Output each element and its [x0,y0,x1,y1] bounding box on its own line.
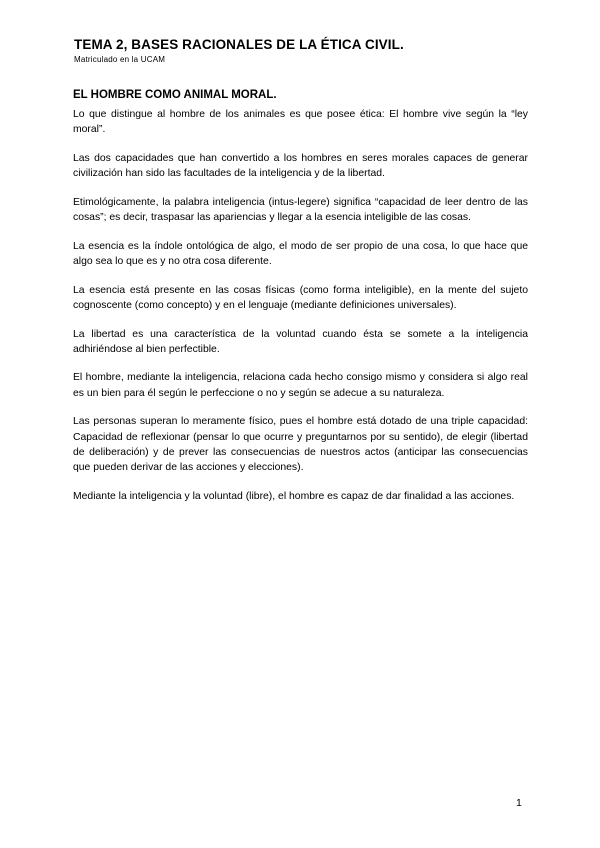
page-number: 1 [516,797,522,809]
document-body [73,88,528,517]
paragraph-4: La esencia es la índole ontológica de algo, el modo de ser propio de una cosa, lo que hace que algo sea lo que es y no otra cosa diferente. [73,240,528,267]
paragraph-6: La libertad es una característica de la voluntad cuando ésta se somete a la inteligencia adhiriéndose al bien perfectible. [73,328,528,355]
paragraph-7: El hombre, mediante la inteligencia, relaciona cada hecho consigo mismo y considera si algo real es un bien para él según le perfeccione o no y según se adecue a su naturaleza. [73,372,528,399]
document-subtitle: Matriculado en la UCAM [74,55,166,64]
paragraph-9: Mediante la inteligencia y la voluntad (libre), el hombre es capaz de dar finalidad a las acciones. [73,490,515,502]
paragraph-1: Lo que distingue al hombre de los animales es que posee ética: El hombre vive según la “ley moral”. [73,109,528,136]
paragraph-8: Las personas superan lo meramente físico, pues el hombre está dotado de una triple capacidad: Capacidad de reflexionar (pensar lo que ocurre y preguntarnos por su sentido), de elegir (libertad de deliberación) y de prever las consecuencias de nuestros actos (anticipar las consecuencias que pueden derivar de las acciones y elecciones). [73,416,528,473]
document-title: TEMA 2, BASES RACIONALES DE LA ÉTICA CIVIL. [74,37,404,52]
section-heading: EL HOMBRE COMO ANIMAL MORAL. [73,89,277,101]
paragraph-5: La esencia está presente en las cosas físicas (como forma inteligible), en la mente del sujeto cognoscente (como concepto) y en el lenguaje (mediante definiciones universales). [73,284,528,311]
paragraph-2: Las dos capacidades que han convertido a los hombres en seres morales capaces de generar civilización han sido las facultades de la inteligencia y de la libertad. [73,152,528,180]
paragraph-3: Etimológicamente, la palabra inteligencia (intus-legere) significa “capacidad de leer dentro de las cosas”; es decir, traspasar las apariencias y llegar a la esencia inteligible de las cosas. [73,196,528,224]
